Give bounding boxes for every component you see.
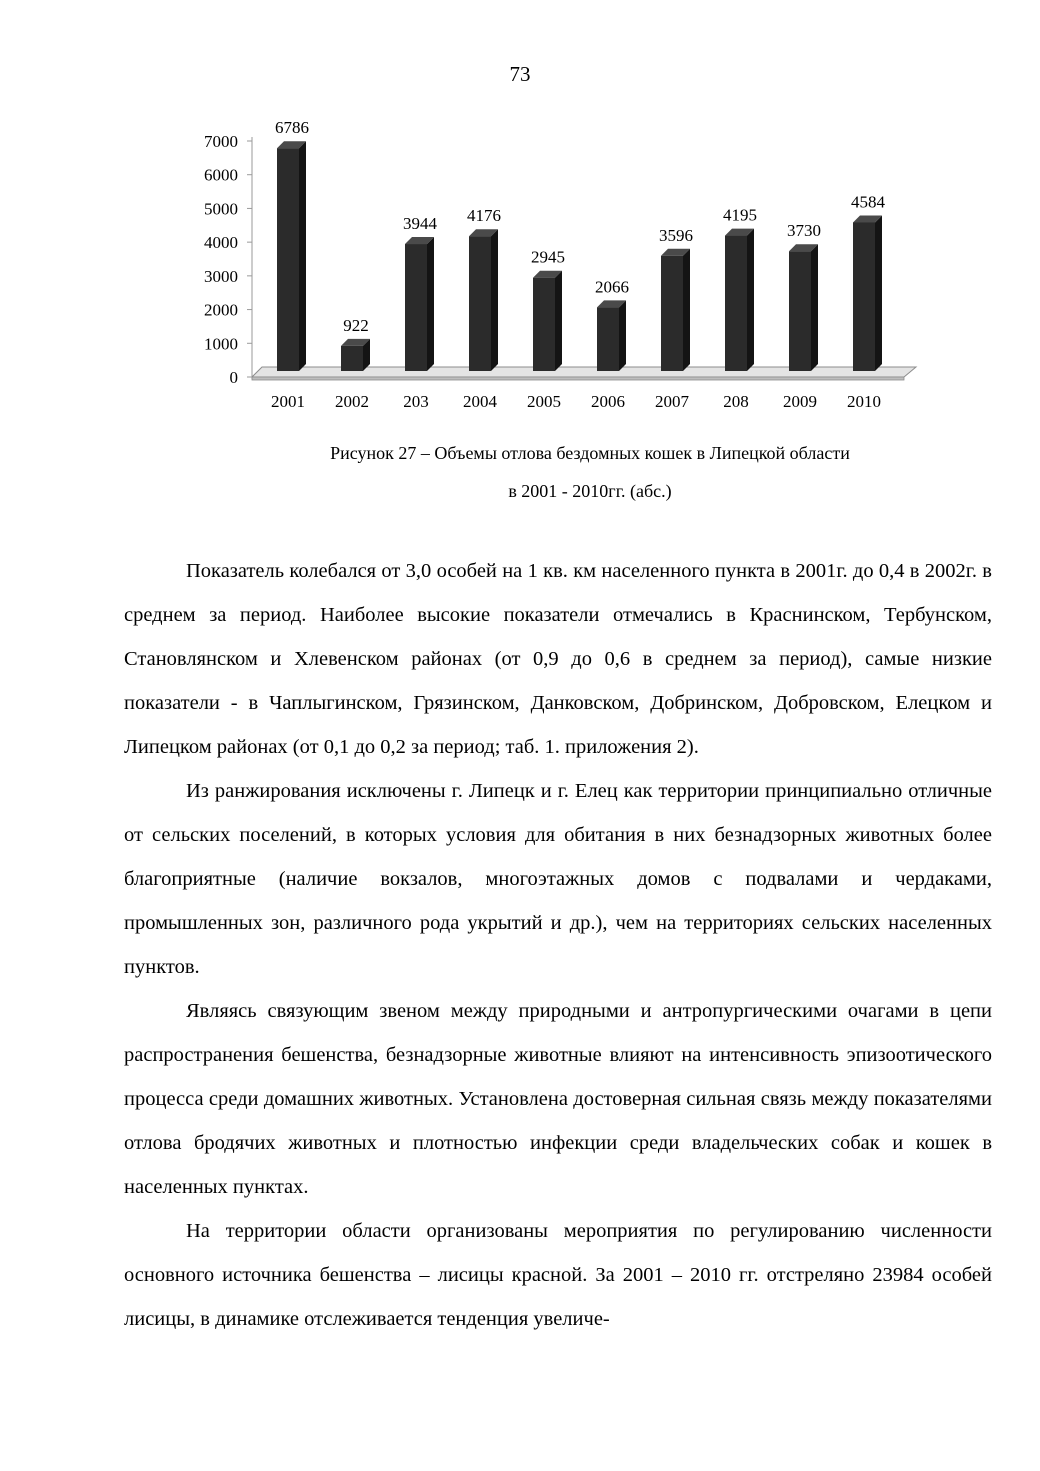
x-tick-label: 2007	[655, 392, 689, 411]
paragraph-3: Являясь связующим звеном между природными и антропургическими очагами в цепи распространения бешенства, безнадзорные животные влияют на интенсивность эпизоотического процесса среди домашних животных. Установлена достоверная сильная связь между показателями отлова бродячих животных и плотностью инфекции среди владельческих собак и кошек в населенных пунктах.	[124, 1000, 992, 1198]
y-tick-label: 0	[229, 368, 238, 387]
bar-side	[875, 215, 882, 371]
x-tick-label: 2010	[847, 392, 881, 411]
data-label: 6786	[275, 118, 309, 138]
page-number: 73	[509, 62, 531, 86]
paragraph-1: Показатель колебался от 3,0 особей на 1 кв. км населенного пункта в 2001г. до 0,4 в 2002г. в среднем за период. Наиболее высокие показатели отмечались в Краснинском, Тербунском, Становлянском и Хлевенском районах (от 0,9 до 0,6 в среднем за период), самые низкие показатели - в Чаплыгинском, Грязинском, Данковском, Добринском, Добровском, Елецком и Липецком районах (от 0,1 до 0,2 за период; таб. 1. приложения 2).	[124, 560, 992, 758]
bar-side	[427, 237, 434, 371]
data-label: 2945	[531, 247, 565, 267]
y-tick-label: 1000	[204, 334, 238, 354]
bar-side	[683, 249, 690, 371]
y-tick-label: 7000	[204, 132, 238, 151]
bar	[853, 222, 875, 371]
bar-side	[811, 244, 818, 371]
bar-side	[619, 300, 626, 371]
bar-chart	[200, 100, 920, 420]
data-label: 4195	[723, 205, 757, 225]
x-tick-label: 203	[403, 392, 429, 411]
bar-side	[299, 141, 306, 371]
bar	[725, 236, 747, 371]
bar	[661, 256, 683, 371]
x-tick-label: 2004	[463, 392, 497, 411]
y-tick-label: 5000	[204, 199, 238, 219]
chart-floor-edge	[252, 377, 904, 380]
body-text	[124, 549, 992, 1341]
x-tick-label: 2009	[783, 392, 817, 411]
x-tick-label: 2005	[527, 392, 561, 411]
bar	[597, 307, 619, 371]
paragraph-2: Из ранжирования исключены г. Липецк и г. Елец как территории принципиально отличные от сельских поселений, в которых условия для обитания в них безнадзорных животных более благоприятные (наличие вокзалов, многоэтажных домов с подвалами и чердаками, промышленных зон, различного рода укрытий и др.), чем на территориях сельских населенных пунктов.	[124, 780, 992, 978]
bar	[533, 278, 555, 371]
paragraph-4: На территории области организованы мероприятия по регулированию численности основного источника бешенства – лисицы красной. За 2001 – 2010 гг. отстреляно 23984 особей лисицы, в динамике отслеживается тенденция увеличе-	[124, 1220, 992, 1330]
x-tick-label: 208	[723, 392, 749, 411]
bar	[277, 148, 299, 371]
data-label: 3944	[403, 214, 437, 234]
data-label: 3596	[659, 225, 693, 245]
data-label: 2066	[595, 277, 629, 297]
bar	[341, 346, 363, 371]
y-tick-label: 6000	[204, 165, 238, 185]
bar	[469, 236, 491, 371]
bar-side	[491, 229, 498, 371]
y-tick-label: 3000	[204, 266, 238, 286]
y-tick-label: 2000	[204, 300, 238, 320]
data-label: 4584	[851, 192, 885, 212]
x-tick-label: 2001	[271, 392, 305, 411]
data-label: 3730	[787, 221, 821, 241]
bar	[405, 244, 427, 371]
x-tick-label: 2002	[335, 392, 369, 411]
bar-side	[555, 271, 562, 371]
x-tick-label: 2006	[591, 392, 625, 411]
bar-side	[747, 229, 754, 371]
data-label: 922	[343, 315, 369, 335]
data-label: 4176	[467, 206, 501, 226]
figure-caption-line-1: Рисунок 27 – Объемы отлова бездомных кошек в Липецкой области	[330, 443, 850, 463]
y-tick-label: 4000	[204, 233, 238, 253]
figure-caption-line-2: в 2001 - 2010гг. (абс.)	[508, 481, 672, 501]
bar	[789, 251, 811, 371]
